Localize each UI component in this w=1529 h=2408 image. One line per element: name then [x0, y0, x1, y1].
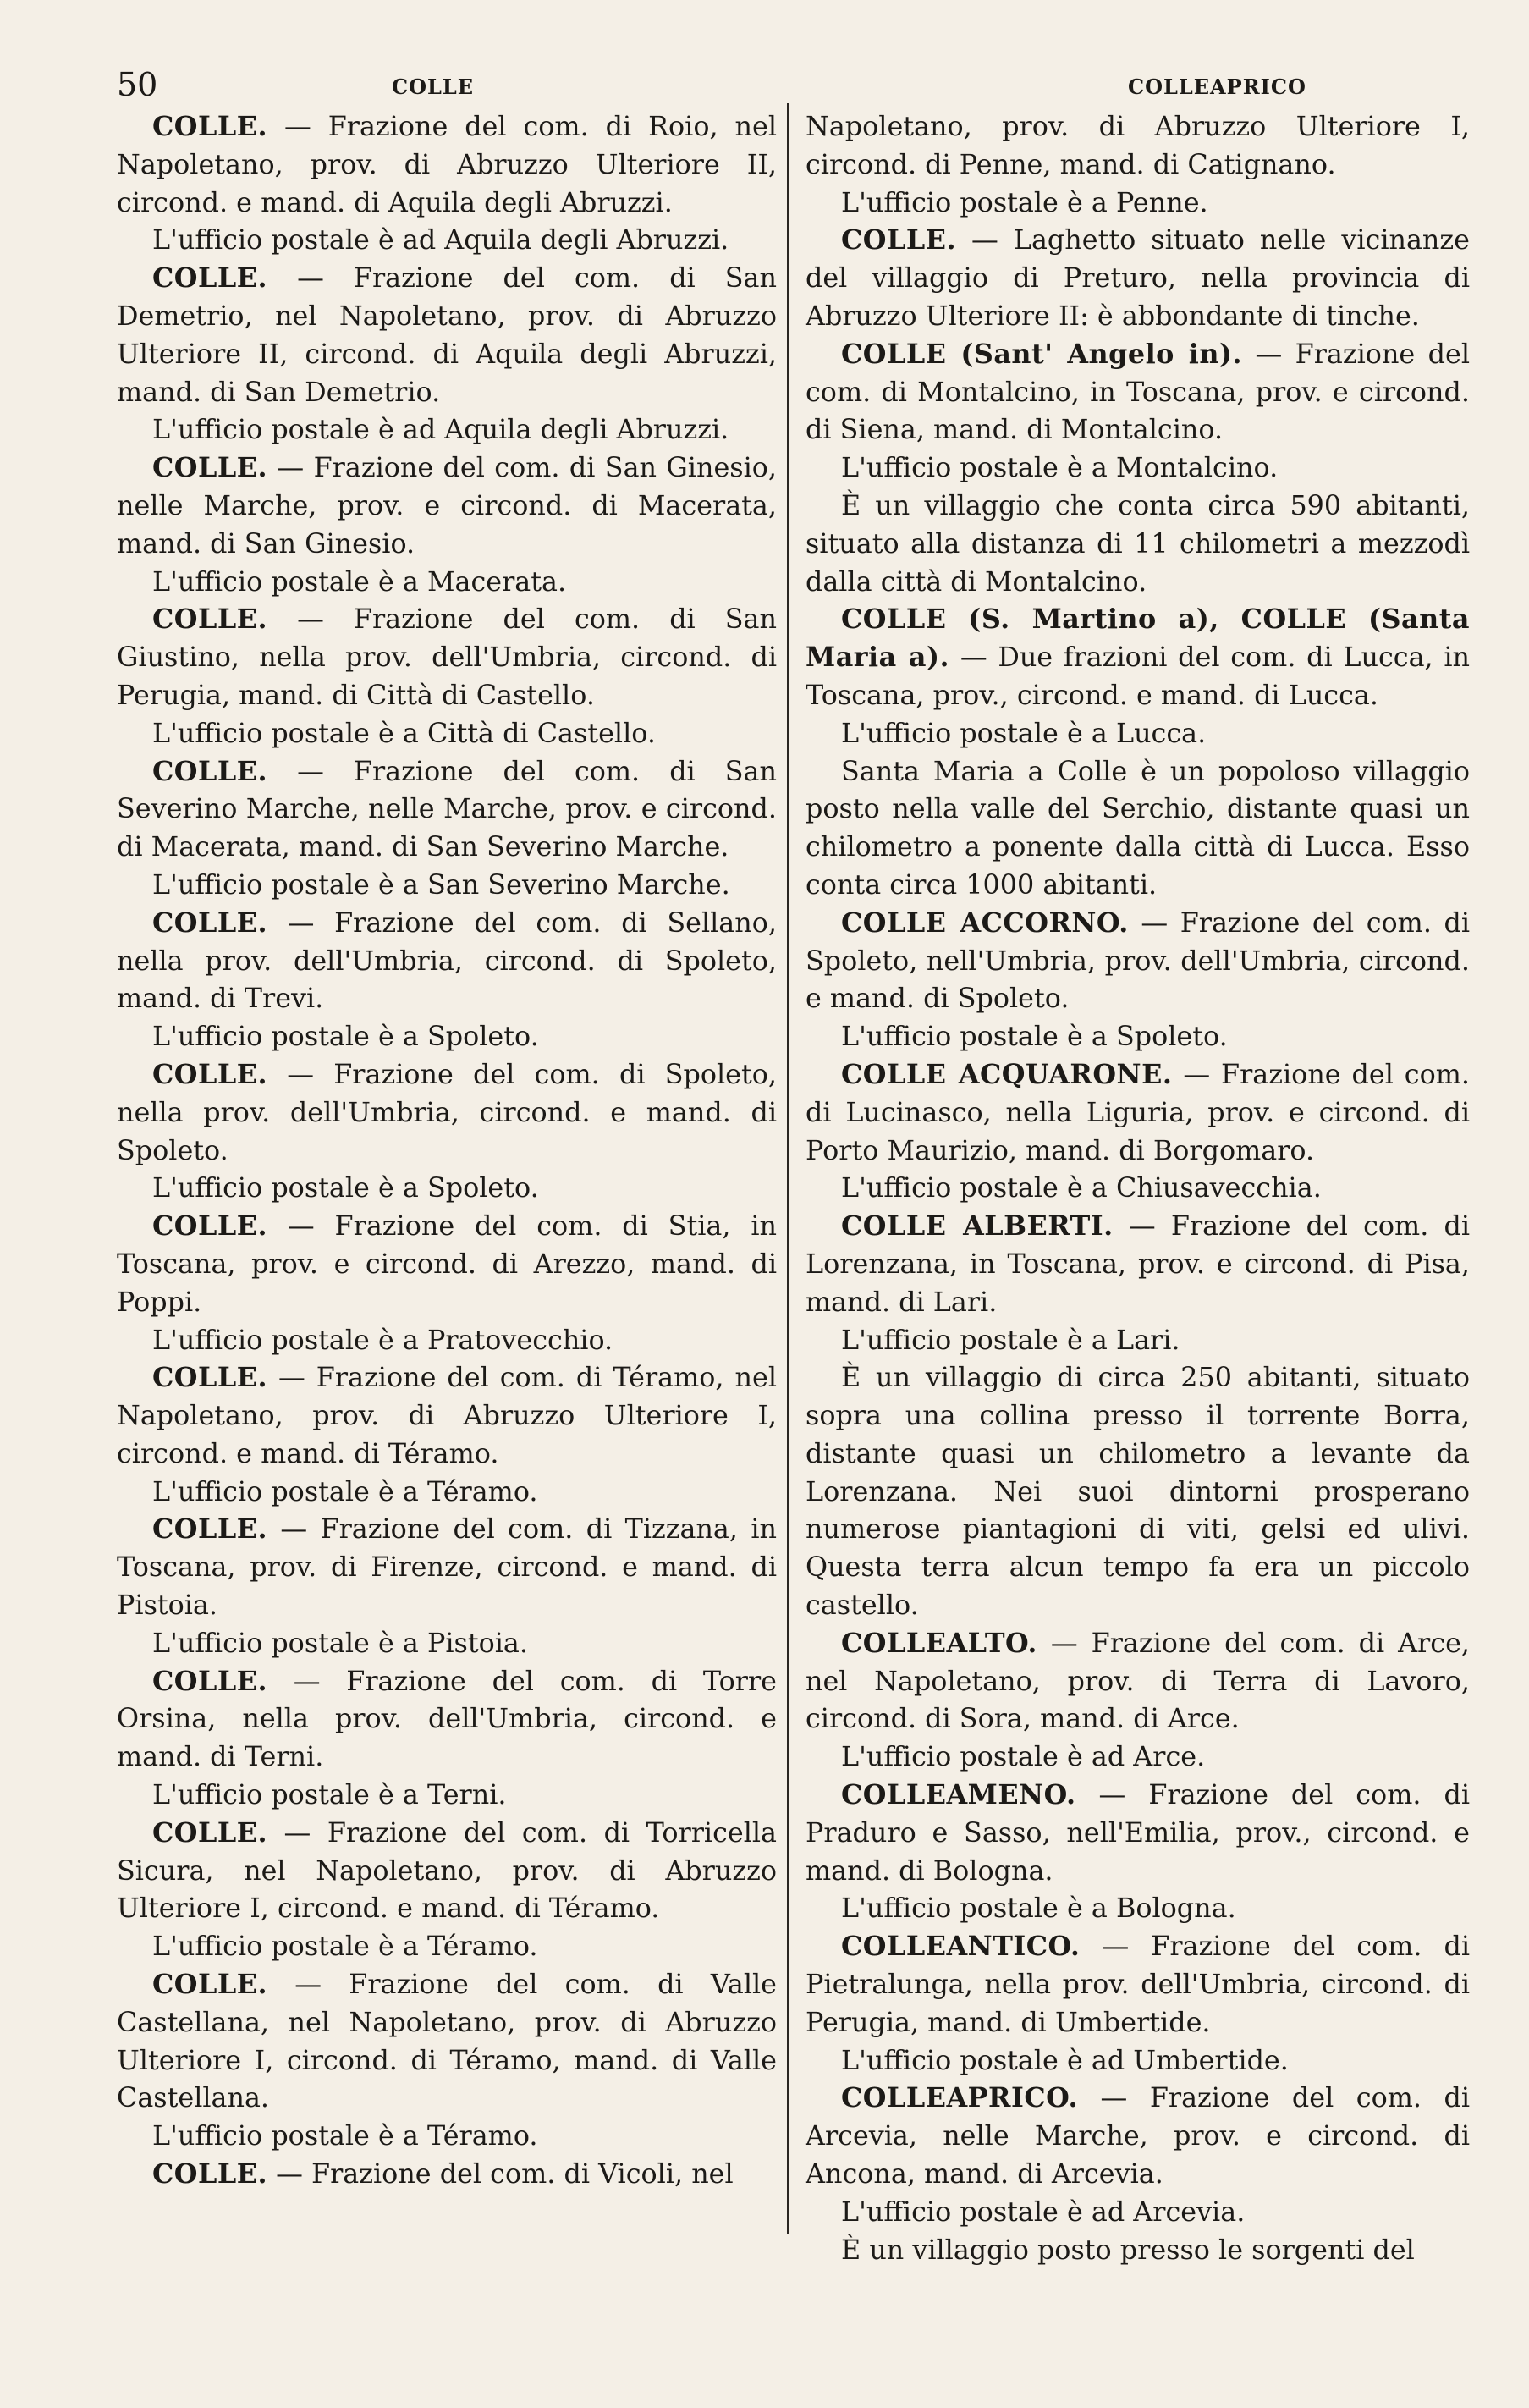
entry-text: — Frazione del com. di Roio, nel Napoletano, prov. di Abruzzo Ulteriore II, circond. e mand. di Aquila degli Abruzzi. [117, 111, 777, 218]
entry-text: L'ufficio postale è a Bologna. [841, 1893, 1236, 1925]
entry-paragraph [806, 1170, 1470, 1208]
entry-text: L'ufficio postale è a Spoleto. [152, 1172, 539, 1204]
entry-text: L'ufficio postale è ad Arcevia. [841, 2196, 1246, 2228]
entry-paragraph [117, 1322, 777, 1360]
entry-text: — Frazione del com. di San Giustino, nella prov. dell'Umbria, circond. di Perugia, mand. di Città di Castello. [117, 603, 777, 711]
entry-text: L'ufficio postale è ad Aquila degli Abruzzi. [152, 224, 729, 256]
entry-paragraph [806, 1018, 1470, 1056]
dictionary-entry [117, 2156, 777, 2194]
entry-headword: COLLE ACCORNO. [841, 906, 1129, 939]
right-running-headword: COLLEAPRICO [1128, 74, 1306, 99]
dictionary-entry [117, 1359, 777, 1473]
entry-headword: COLLE. [152, 603, 268, 636]
entry-paragraph [117, 715, 777, 753]
entry-headword: COLLE. [841, 224, 957, 256]
entry-text: — Frazione del com. di Montalcino, in Toscana, prov. e circond. di Siena, mand. di Montalcino. [806, 338, 1470, 446]
column-divider [787, 103, 789, 2234]
entry-headword: COLLE (S. Martino a), COLLE (Santa Maria a). [806, 603, 1470, 674]
entry-text: — Frazione del com. di Sellano, nella prov. dell'Umbria, circond. di Spoleto, mand. di Trevi. [117, 906, 777, 1015]
entry-paragraph [117, 2118, 777, 2156]
entry-paragraph [806, 1890, 1470, 1928]
left-column [117, 108, 777, 2194]
entry-text: È un villaggio posto presso le sorgenti del [841, 2234, 1415, 2266]
entry-text: L'ufficio postale è ad Arce. [841, 1741, 1206, 1773]
entry-text: È un villaggio che conta circa 590 abitanti, situato alla distanza di 11 chilometri a mezzodì dalla città di Montalcino. [806, 489, 1470, 598]
entry-text: — Frazione del com. di San Ginesio, nelle Marche, prov. e circond. di Macerata, mand. di San Ginesio. [117, 452, 777, 559]
entry-headword: COLLE. [152, 1513, 268, 1546]
dictionary-entry [117, 1815, 777, 1928]
entry-text: — Frazione del com. di Lorenzana, in Toscana, prov. e circond. di Pisa, mand. di Lari. [806, 1210, 1470, 1318]
entry-headword: COLLEAPRICO. [841, 2082, 1079, 2114]
entry-text: L'ufficio postale è a Pratovecchio. [152, 1324, 613, 1356]
entry-text: — Frazione del com. di Tizzana, in Toscana, prov. di Firenze, circond. e mand. di Pistoia. [117, 1513, 777, 1622]
entry-paragraph [806, 1322, 1470, 1360]
entry-headword: COLLE. [152, 452, 268, 484]
entry-text: — Frazione del com. di Vicoli, nel [267, 2158, 734, 2190]
entry-text: — Frazione del com. di Valle Castellana, nel Napoletano, prov. di Abruzzo Ulteriore I, circond. di Téramo, mand. di Valle Castellana. [117, 1969, 777, 2114]
dictionary-entry [806, 905, 1470, 1018]
entry-headword: COLLE. [152, 1210, 268, 1243]
right-column [806, 108, 1470, 2269]
entry-headword: COLLEALTO. [841, 1627, 1037, 1659]
entry-text: L'ufficio postale è a Chiusavecchia. [841, 1172, 1322, 1204]
entry-text: — Frazione del com. di San Demetrio, nel Napoletano, prov. di Abruzzo Ulteriore II, circond. di Aquila degli Abruzzi, mand. di San Demetrio. [117, 262, 777, 408]
entry-paragraph [117, 1777, 777, 1815]
entry-paragraph [117, 1474, 777, 1512]
dictionary-entry [117, 1208, 777, 1321]
entry-text: — Laghetto situato nelle vicinanze del villaggio di Preturo, nella provincia di Abruzzo Ulteriore II: è abbondante di tinche. [806, 224, 1470, 332]
entry-headword: COLLE. [152, 1969, 268, 2001]
entry-text: L'ufficio postale è a Lari. [841, 1324, 1180, 1356]
dictionary-entry [806, 2080, 1470, 2193]
entry-paragraph [806, 1359, 1470, 1625]
entry-paragraph [806, 2194, 1470, 2232]
entry-headword: COLLE. [152, 262, 268, 295]
dictionary-entry [117, 1966, 777, 2118]
entry-text: L'ufficio postale è a Spoleto. [152, 1021, 539, 1053]
dictionary-entry [806, 336, 1470, 449]
dictionary-entry [117, 1663, 777, 1777]
dictionary-entry [806, 222, 1470, 335]
entry-text: — Frazione del com. di Stia, in Toscana, prov. e circond. di Arezzo, mand. di Poppi. [117, 1210, 777, 1318]
entry-headword: COLLE. [152, 1665, 268, 1697]
entry-text: — Frazione del com. di Lucinasco, nella Liguria, prov. e circond. di Porto Maurizio, mand. di Borgomaro. [806, 1058, 1470, 1166]
entry-headword: COLLEANTICO. [841, 1931, 1081, 1963]
entry-headword: COLLE (Sant' Angelo in). [841, 338, 1243, 370]
dictionary-entry [117, 753, 777, 867]
entry-paragraph [806, 185, 1470, 223]
entry-paragraph [117, 222, 777, 260]
entry-paragraph [806, 715, 1470, 753]
entry-text: L'ufficio postale è ad Aquila degli Abruzzi. [152, 414, 729, 446]
entry-headword: COLLE. [152, 2158, 268, 2190]
entry-paragraph [806, 2042, 1470, 2080]
entry-text: — Frazione del com. di Torre Orsina, nella prov. dell'Umbria, circond. e mand. di Terni. [117, 1665, 777, 1773]
dictionary-entry [117, 1511, 777, 1624]
entry-text: L'ufficio postale è a Terni. [152, 1779, 507, 1811]
entry-paragraph [806, 753, 1470, 905]
dictionary-entry [117, 905, 777, 1018]
page-number: 50 [117, 66, 158, 103]
dictionary-entry [806, 1056, 1470, 1170]
entry-paragraph [117, 867, 777, 905]
dictionary-entry [806, 1625, 1470, 1738]
entry-text: Santa Maria a Colle è un popoloso villaggio posto nella valle del Serchio, distante quasi un chilometro a ponente dalla città di Lucca. Esso conta circa 1000 abitanti. [806, 755, 1470, 901]
entry-text: È un villaggio di circa 250 abitanti, situato sopra una collina presso il torrente Borra, distante quasi un chilometro a levante da Lorenzana. Nei suoi dintorni prosperano numerose piantagioni di viti, gelsi ed ulivi. Questa terra alcun tempo fa era un piccolo castello. [806, 1362, 1470, 1622]
entry-text: — Frazione del com. di Téramo, nel Napoletano, prov. di Abruzzo Ulteriore I, circond. e mand. di Téramo. [117, 1362, 777, 1469]
entry-headword: COLLEAMENO. [841, 1779, 1076, 1811]
entry-paragraph [806, 488, 1470, 601]
entry-text: L'ufficio postale è a Spoleto. [841, 1021, 1228, 1053]
entry-text: — Frazione del com. di San Severino Marche, nelle Marche, prov. e circond. di Macerata, mand. di San Severino Marche. [117, 755, 777, 863]
dictionary-entry [117, 449, 777, 563]
entry-headword: COLLE. [152, 111, 268, 142]
dictionary-entry [117, 601, 777, 714]
entry-paragraph [806, 449, 1470, 488]
entry-paragraph [117, 1170, 777, 1208]
entry-text: — Frazione del com. di Spoleto, nell'Umbria, prov. dell'Umbria, circond. e mand. di Spoleto. [806, 906, 1470, 1015]
entry-paragraph [117, 1928, 777, 1966]
entry-text: L'ufficio postale è a Montalcino. [841, 452, 1279, 484]
dictionary-entry [806, 1777, 1470, 1890]
entry-headword: COLLE. [152, 755, 268, 787]
dictionary-entry [117, 108, 777, 222]
entry-text: — Frazione del com. di Arcevia, nelle Marche, prov. e circond. di Ancona, mand. di Arcevia. [806, 2082, 1470, 2190]
dictionary-entry [806, 1208, 1470, 1321]
entry-paragraph [117, 1625, 777, 1663]
entry-paragraph [806, 108, 1470, 185]
entry-text: L'ufficio postale è ad Umbertide. [841, 2044, 1289, 2076]
entry-paragraph [117, 411, 777, 449]
entry-paragraph [117, 564, 777, 602]
entry-headword: COLLE ACQUARONE. [841, 1058, 1173, 1090]
entry-headword: COLLE. [152, 1816, 268, 1849]
dictionary-entry [117, 260, 777, 411]
entry-headword: COLLE ALBERTI. [841, 1210, 1114, 1243]
entry-text: — Frazione del com. di Pietralunga, nella prov. dell'Umbria, circond. di Perugia, mand. di Umbertide. [806, 1931, 1470, 2038]
entry-text: L'ufficio postale è a Téramo. [152, 2120, 538, 2152]
entry-text: L'ufficio postale è a Téramo. [152, 1931, 538, 1963]
entry-paragraph [806, 1738, 1470, 1777]
entry-text: — Frazione del com. di Praduro e Sasso, nell'Emilia, prov., circond. e mand. di Bologna. [806, 1779, 1470, 1887]
entry-headword: COLLE. [152, 1362, 268, 1394]
dictionary-entry [806, 601, 1470, 714]
entry-text: L'ufficio postale è a Macerata. [152, 565, 567, 598]
entry-text: L'ufficio postale è a Lucca. [841, 717, 1207, 749]
dictionary-entry [806, 1928, 1470, 2042]
entry-paragraph [117, 1018, 777, 1056]
entry-text: — Frazione del com. di Torricella Sicura, nel Napoletano, prov. di Abruzzo Ulteriore I, circond. e mand. di Téramo. [117, 1816, 777, 1925]
entry-text: Napoletano, prov. di Abruzzo Ulteriore I, circond. di Penne, mand. di Catignano. [806, 111, 1470, 180]
entry-text: L'ufficio postale è a Città di Castello. [152, 717, 656, 749]
entry-text: L'ufficio postale è a Penne. [841, 186, 1208, 218]
entry-text: L'ufficio postale è a Pistoia. [152, 1627, 528, 1659]
left-running-headword: COLLE [392, 74, 475, 99]
entry-text: L'ufficio postale è a San Severino Marche. [152, 868, 730, 901]
entry-text: — Due frazioni del com. di Lucca, in Toscana, prov., circond. e mand. di Lucca. [806, 642, 1470, 711]
entry-headword: COLLE. [152, 1058, 268, 1090]
entry-paragraph [806, 2232, 1470, 2270]
entry-text: — Frazione del com. di Spoleto, nella prov. dell'Umbria, circond. e mand. di Spoleto. [117, 1058, 777, 1166]
entry-headword: COLLE. [152, 906, 268, 939]
dictionary-entry [117, 1056, 777, 1170]
entry-text: L'ufficio postale è a Téramo. [152, 1475, 538, 1507]
entry-text: — Frazione del com. di Arce, nel Napoletano, prov. di Terra di Lavoro, circond. di Sora, mand. di Arce. [806, 1627, 1470, 1735]
